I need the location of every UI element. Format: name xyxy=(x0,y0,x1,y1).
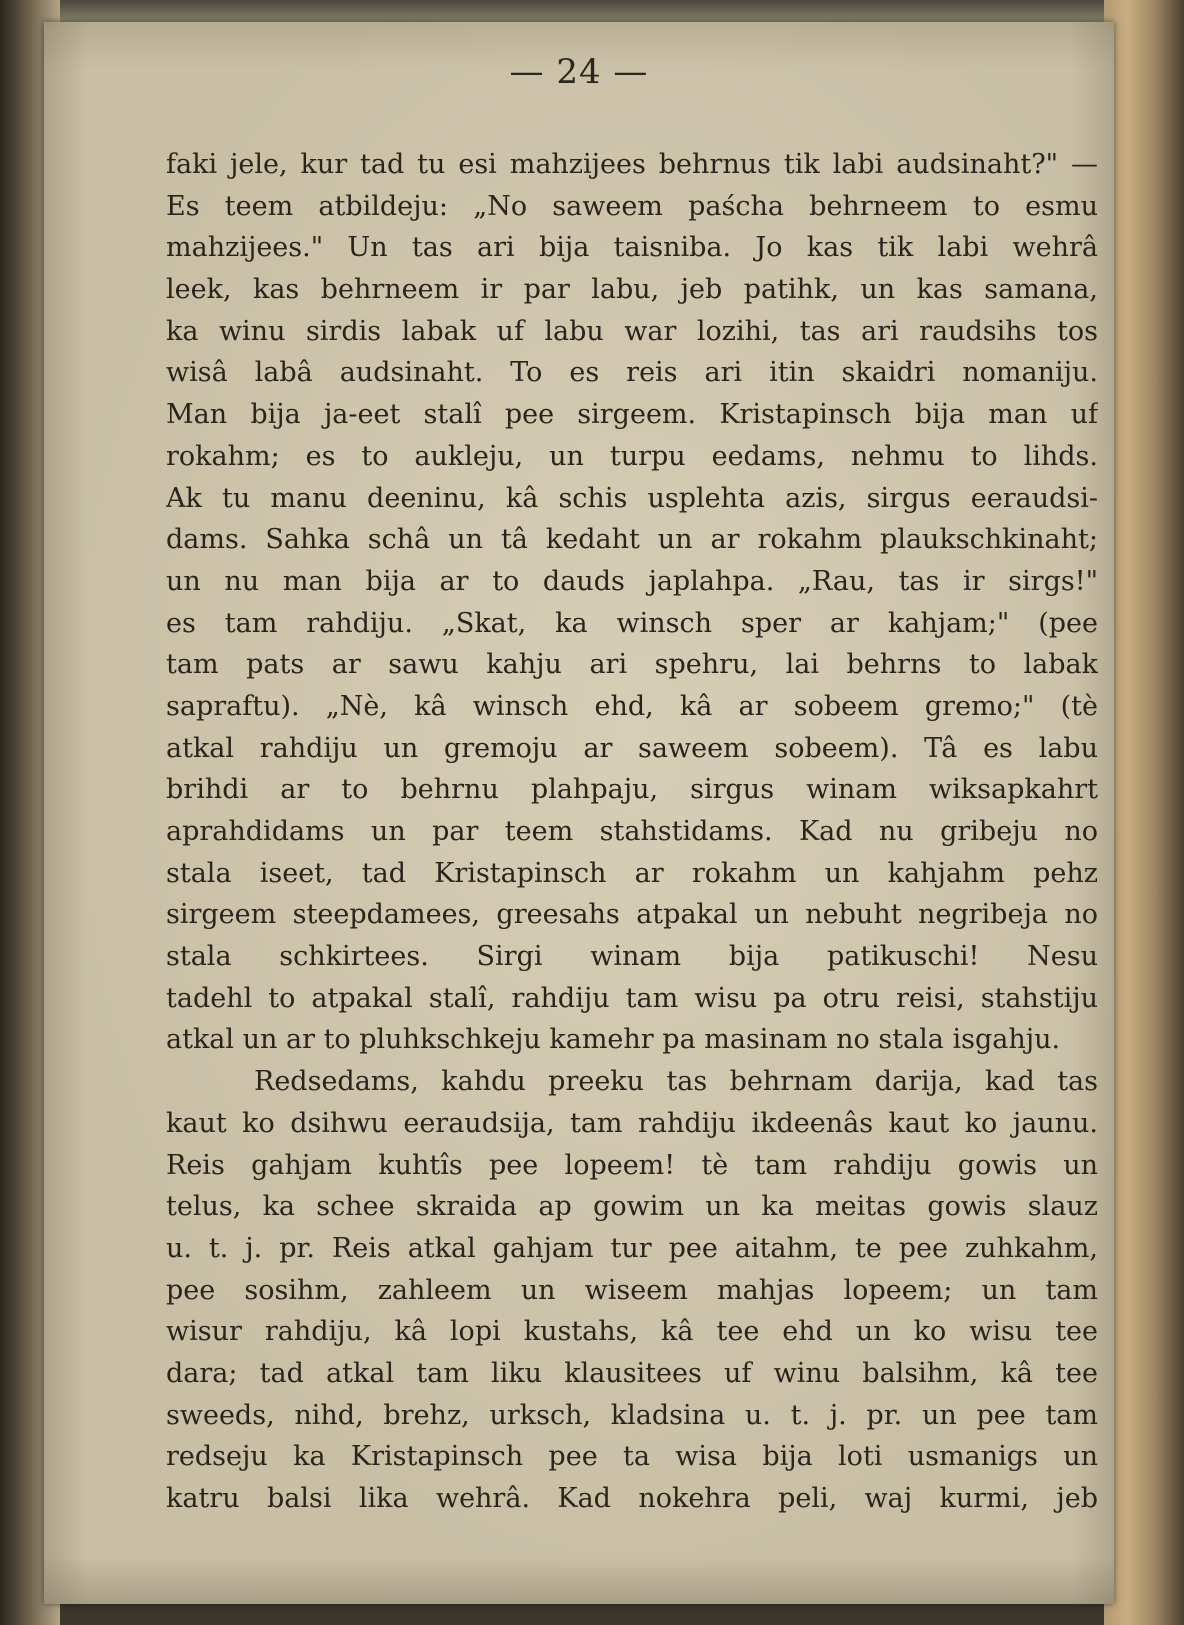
text-line: faki jele, kur tad tu esi mahzijees behrnus tik labi audsinaht?" — xyxy=(166,149,1098,180)
text-line: Es teem atbildeju: „No saweem paścha behrneem to esmu xyxy=(166,190,1098,222)
text-line: stala schkirtees. Sirgi winam bija patikuschi! Nesu xyxy=(166,941,1098,973)
text-line: redseju ka Kristapinsch pee ta wisa bija loti usmanigs un xyxy=(166,1441,1098,1473)
text-line: tadehl to atpakal stalî, rahdiju tam wisu pa otru reisi, stahstiju xyxy=(166,982,1098,1014)
text-line: ka winu sirdis labak uf labu war lozihi, tas ari raudsihs tos xyxy=(166,315,1098,347)
text-line: kaut ko dsihwu eeraudsija, tam rahdiju ikdeenâs kaut ko jaunu. xyxy=(166,1107,1098,1139)
text-line: rokahm; es to aukleju, un turpu eedams, nehmu to lihds. xyxy=(166,440,1098,472)
text-line: atkal un ar to pluhkschkeju kamehr pa masinam no stala isgahju. xyxy=(166,1024,1061,1056)
text-line: sweeds, nihd, brehz, urksch, kladsina u. t. j. pr. un pee tam xyxy=(166,1399,1098,1431)
text-line: sirgeem steepdamees, greesahs atpakal un nebuht negribeja no xyxy=(166,899,1098,931)
text-line: dams. Sahka schâ un tâ kedaht un ar rokahm plaukschkinaht; xyxy=(166,524,1098,556)
text-line: un nu man bija ar to dauds japlahpa. „Rau, tas ir sirgs!" xyxy=(166,565,1098,597)
body-text xyxy=(166,144,1098,1520)
text-line: telus, ka schee skraida ap gowim un ka meitas gowis slauz xyxy=(166,1191,1098,1223)
text-line: pee sosihm, zahleem un wiseem mahjas lopeem; un tam xyxy=(166,1274,1098,1306)
text-line: leek, kas behrneem ir par labu, jeb patihk, un kas samana, xyxy=(166,274,1098,306)
page-edge-right xyxy=(1104,0,1184,1625)
text-line: katru balsi lika wehrâ. Kad nokehra peli, waj kurmi, jeb xyxy=(166,1483,1098,1514)
text-line: wisâ labâ audsinaht. To es reis ari itin skaidri nomaniju. xyxy=(166,357,1098,389)
page-number: — 24 — xyxy=(509,52,649,92)
text-line: stala iseet, tad Kristapinsch ar rokahm un kahjahm pehz xyxy=(166,857,1098,889)
text-line: Reis gahjam kuhtîs pee lopeem! tè tam rahdiju gowis un xyxy=(166,1149,1098,1181)
text-line: es tam rahdiju. „Skat, ka winsch sper ar kahjam;" (pee xyxy=(166,607,1098,639)
text-line: tam pats ar sawu kahju ari spehru, lai behrns to labak xyxy=(166,649,1098,681)
text-line: dara; tad atkal tam liku klausitees uf winu balsihm, kâ tee xyxy=(166,1357,1098,1389)
text-line: Ak tu manu deeninu, kâ schis usplehta azis, sirgus eeraudsi- xyxy=(166,482,1098,514)
text-line: u. t. j. pr. Reis atkal gahjam tur pee aitahm, te pee zuhkahm, xyxy=(166,1232,1098,1264)
text-line: Man bija ja-eet stalî pee sirgeem. Kristapinsch bija man uf xyxy=(166,399,1098,431)
text-line: aprahdidams un par teem stahstidams. Kad nu gribeju no xyxy=(166,816,1098,847)
text-line: wisur rahdiju, kâ lopi kustahs, kâ tee ehd un ko wisu tee xyxy=(166,1316,1098,1348)
text-line: Redsedams, kahdu preeku tas behrnam darija, kad tas xyxy=(254,1066,1098,1098)
book-page xyxy=(44,22,1114,1604)
text-line: brihdi ar to behrnu plahpaju, sirgus winam wiksapkahrt xyxy=(166,774,1098,806)
text-line: mahzijees." Un tas ari bija taisniba. Jo kas tik labi wehrâ xyxy=(166,232,1098,264)
text-line: sapraftu). „Nè, kâ winsch ehd, kâ ar sobeem gremo;" (tè xyxy=(166,690,1098,722)
text-line: atkal rahdiju un gremoju ar saweem sobeem). Tâ es labu xyxy=(166,732,1098,764)
